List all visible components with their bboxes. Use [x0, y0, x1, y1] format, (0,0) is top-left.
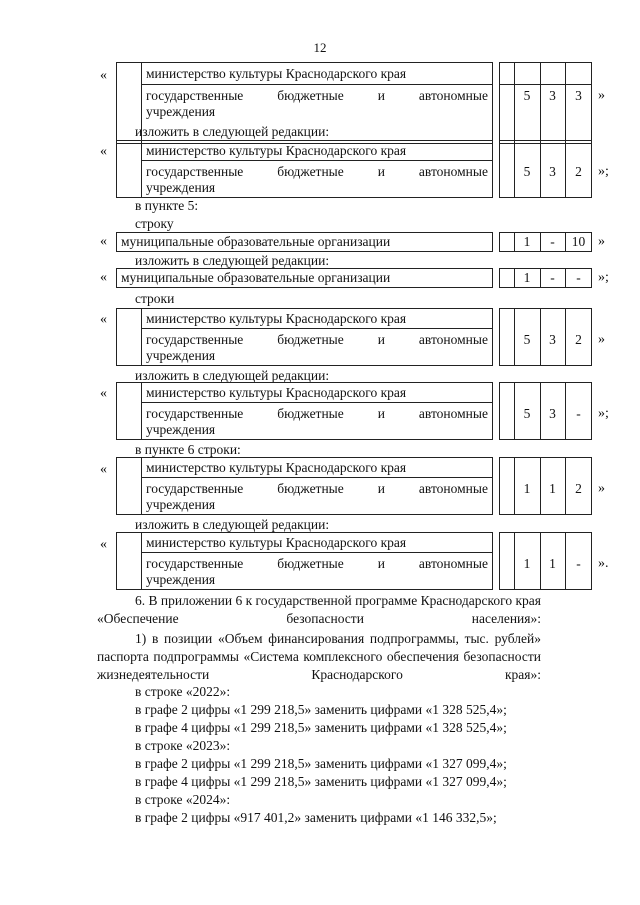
quote-open: «	[100, 270, 107, 285]
table-divider	[141, 382, 142, 440]
value-cell: 2	[575, 164, 582, 179]
row-divider	[141, 328, 493, 329]
phrase-replace: изложить в следующей редакции:	[135, 124, 330, 139]
inst-word: автономные	[418, 164, 488, 179]
inst-word: государственные	[146, 406, 244, 421]
value-cell: 1	[523, 481, 531, 496]
inst-word: и	[377, 332, 385, 347]
value-cell: 3	[549, 406, 556, 421]
value-cell: 3	[549, 164, 556, 179]
quote-close-semicolon: »;	[598, 406, 609, 421]
value-cell: -	[550, 270, 555, 285]
inst-word: и	[377, 556, 385, 571]
institutions-line1	[146, 481, 488, 497]
inst-word: автономные	[418, 332, 488, 347]
line-row-2024: в строке «2024»:	[135, 792, 231, 807]
value-cell: 2	[575, 481, 582, 496]
inst-word: государственные	[146, 164, 244, 179]
quote-open: «	[100, 312, 107, 327]
value-cell: 1	[549, 556, 556, 571]
institutions-line2: учреждения	[146, 497, 216, 512]
page-number: 12	[313, 40, 327, 55]
inst-word: бюджетные	[277, 88, 344, 103]
row-divider	[141, 477, 493, 478]
inst-word: государственные	[146, 556, 244, 571]
line-row-2022: в строке «2022»:	[135, 684, 231, 699]
ministry-label: министерство культуры Краснодарского края	[146, 385, 407, 400]
institutions-line1	[146, 88, 488, 104]
value-cell: 5	[523, 88, 531, 103]
phrase-item6: в пункте 6 строки:	[135, 442, 241, 457]
row-divider	[141, 552, 493, 553]
quote-close: »	[598, 234, 605, 249]
inst-word: бюджетные	[277, 332, 344, 347]
value-cell: 3	[575, 88, 582, 103]
table-divider	[141, 457, 142, 515]
quote-open: «	[100, 234, 107, 249]
table-divider	[141, 140, 142, 198]
institutions-line2: учреждения	[146, 104, 216, 119]
phrase-replace: изложить в следующей редакции:	[135, 368, 330, 383]
value-cell: 3	[549, 88, 556, 103]
institutions-line1	[146, 164, 488, 180]
line-col2-2024: в графе 2 цифры «917 401,2» заменить цифрами «1 146 332,5»;	[135, 810, 497, 825]
phrase-replace: изложить в следующей редакции:	[135, 517, 330, 532]
institutions-line2: учреждения	[146, 348, 216, 363]
row-divider	[141, 84, 493, 85]
value-cell: 5	[523, 332, 531, 347]
section6-item1: 1) в позиции «Объем финансирования подпрограммы, тыс. рублей» паспорта подпрограммы «Система комплексного обеспечения безопасности жизнедеятельности Краснодарского края»:	[97, 631, 541, 682]
value-cell: -	[550, 234, 555, 249]
value-cell: 1	[523, 234, 531, 249]
institutions-line2: учреждения	[146, 180, 216, 195]
ministry-label: министерство культуры Краснодарского края	[146, 143, 407, 158]
quote-close: »	[598, 481, 605, 496]
inst-word: автономные	[418, 406, 488, 421]
quote-close-semicolon: »;	[598, 270, 609, 285]
inst-word: бюджетные	[277, 556, 344, 571]
quote-close-semicolon: »;	[598, 164, 609, 179]
value-cell: -	[576, 270, 581, 285]
inst-word: бюджетные	[277, 406, 344, 421]
phrase-item5: в пункте 5:	[135, 198, 199, 213]
value-cell: 5	[523, 164, 531, 179]
inst-word: автономные	[418, 481, 488, 496]
institutions-line1	[146, 332, 488, 348]
ministry-label: министерство культуры Краснодарского края	[146, 535, 407, 550]
inst-word: и	[377, 88, 385, 103]
section6-heading: 6. В приложении 6 к государственной программе Краснодарского края «Обеспечение безопасности населения»:	[97, 593, 541, 626]
value-cell: 3	[549, 332, 556, 347]
table-divider	[141, 532, 142, 590]
inst-word: и	[377, 406, 385, 421]
ministry-label: министерство культуры Краснодарского края	[146, 311, 407, 326]
value-cell: 10	[571, 234, 586, 249]
line-col2-2023: в графе 2 цифры «1 299 218,5» заменить цифрами «1 327 099,4»;	[135, 756, 507, 771]
inst-word: и	[377, 481, 385, 496]
quote-open: «	[100, 144, 107, 159]
inst-word: автономные	[418, 88, 488, 103]
value-cell: 2	[575, 332, 582, 347]
institutions-line2: учреждения	[146, 422, 216, 437]
ministry-label: министерство культуры Краснодарского края	[146, 460, 407, 475]
line-col4-2022: в графе 4 цифры «1 299 218,5» заменить цифрами «1 328 525,4»;	[135, 720, 507, 735]
inst-word: бюджетные	[277, 164, 344, 179]
value-cell: 1	[523, 270, 531, 285]
phrase-row: строку	[135, 216, 174, 231]
inst-word: государственные	[146, 332, 244, 347]
phrase-replace: изложить в следующей редакции:	[135, 253, 330, 268]
value-cell: -	[576, 406, 581, 421]
value-cell: 1	[523, 556, 531, 571]
line-col4-2023: в графе 4 цифры «1 299 218,5» заменить цифрами «1 327 099,4»;	[135, 774, 507, 789]
value-cell: -	[576, 556, 581, 571]
table-divider	[141, 308, 142, 366]
row-divider	[141, 160, 493, 161]
line-col2-2022: в графе 2 цифры «1 299 218,5» заменить цифрами «1 328 525,4»;	[135, 702, 507, 717]
value-cell: 5	[523, 406, 531, 421]
municipal-label: муниципальные образовательные организации	[121, 270, 391, 285]
quote-open: «	[100, 462, 107, 477]
inst-word: и	[377, 164, 385, 179]
ministry-label: министерство культуры Краснодарского края	[146, 66, 407, 81]
institutions-line2: учреждения	[146, 572, 216, 587]
inst-word: автономные	[418, 556, 488, 571]
values-row-divider	[499, 84, 592, 85]
institutions-line1	[146, 556, 488, 572]
quote-close: »	[598, 88, 605, 103]
phrase-rows: строки	[135, 291, 175, 306]
quote-close-period: ».	[598, 556, 609, 571]
value-cell: 1	[549, 481, 556, 496]
quote-open: «	[100, 386, 107, 401]
quote-open: «	[100, 537, 107, 552]
institutions-line1	[146, 406, 488, 422]
quote-open: «	[100, 68, 107, 83]
inst-word: бюджетные	[277, 481, 344, 496]
row-divider	[141, 402, 493, 403]
inst-word: государственные	[146, 88, 244, 103]
line-row-2023: в строке «2023»:	[135, 738, 231, 753]
inst-word: государственные	[146, 481, 244, 496]
quote-close: »	[598, 332, 605, 347]
municipal-label: муниципальные образовательные организации	[121, 234, 391, 249]
